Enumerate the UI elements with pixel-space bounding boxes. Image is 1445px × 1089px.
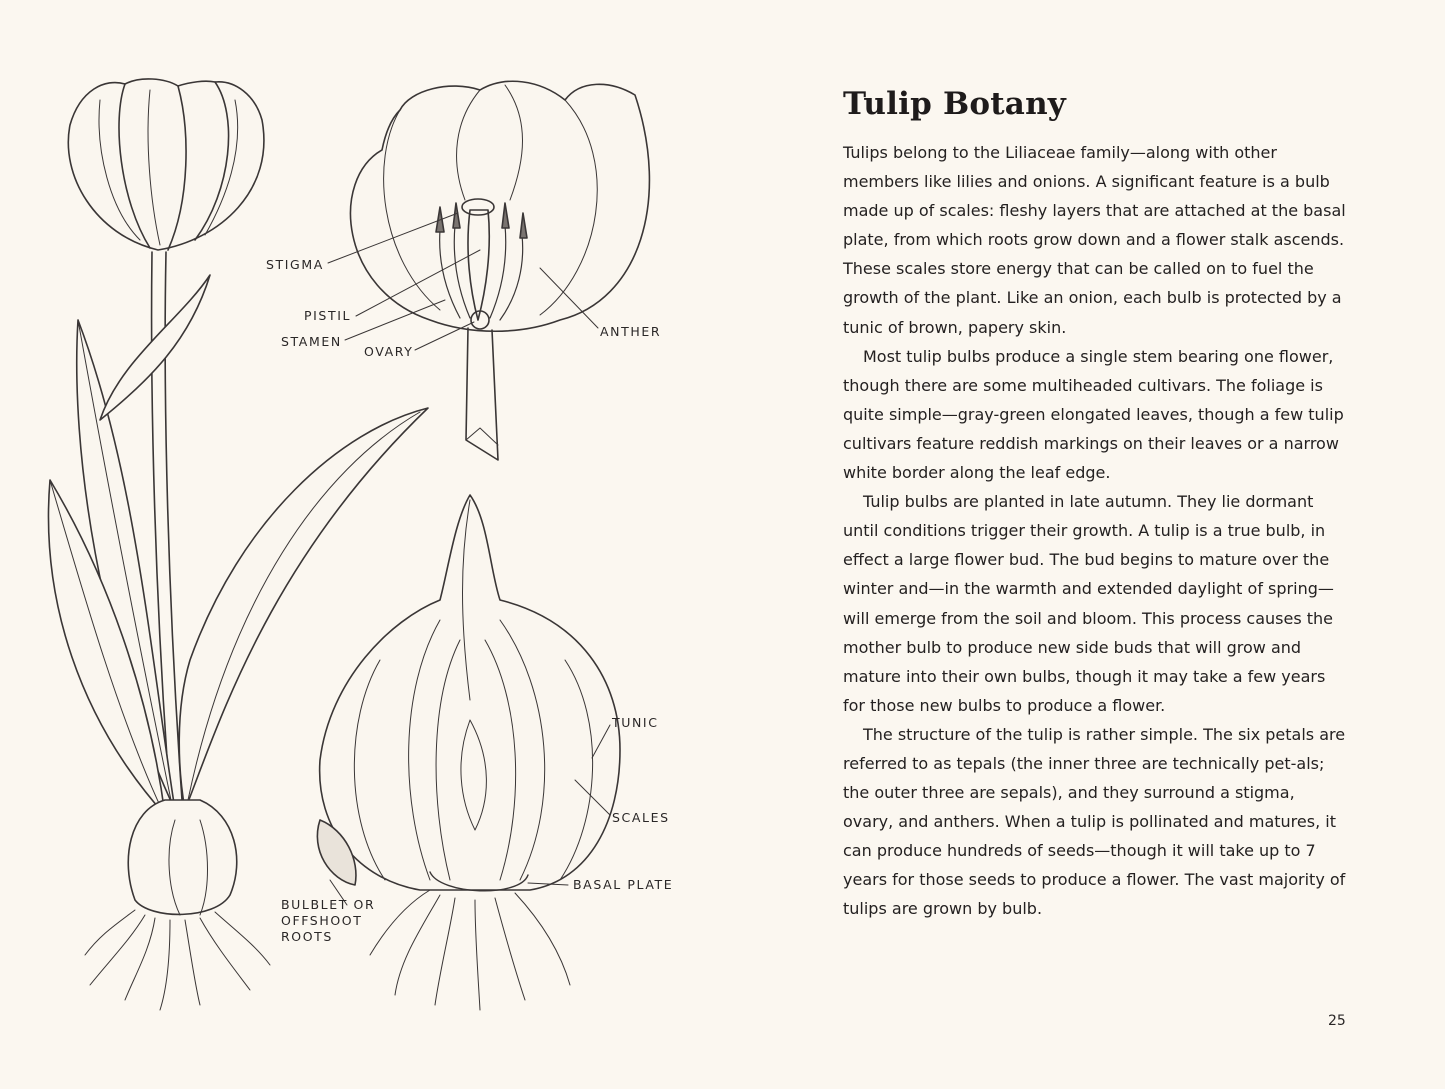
label-anther: ANTHER: [600, 324, 662, 339]
label-bulblet: [281, 897, 375, 945]
label-bulblet-line2: OFFSHOOT: [281, 913, 363, 928]
label-bulblet-line1: BULBLET OR: [281, 897, 376, 912]
page-number: 25: [1328, 1013, 1346, 1029]
page-title: Tulip Botany: [843, 86, 1067, 122]
label-ovary: OVARY: [364, 344, 414, 359]
paragraph-3: Tulip bulbs are planted in late autumn. They lie dormant until conditions trigger their growth. A tulip is a true bulb, in effect a large flower bud. The bud begins to mature over the winter and—in the warmth and extended daylight of spring—will emerge from the soil and bloom. This process causes the mother bulb to produce new side buds that will grow and mature into their own bulbs, though it may take a few years for those new bulbs to produce a flower.: [843, 492, 1334, 715]
paragraph-1: Tulips belong to the Liliaceae family—along with other members like lilies and onions. A significant feature is a bulb made up of scales: fleshy layers that are attached at the basal plate, from which roots grow down and a flower stalk ascends. These scales store energy that can be called on to fuel the growth of the plant. Like an onion, each bulb is protected by a tunic of brown, papery skin.: [843, 143, 1346, 337]
paragraph-2: Most tulip bulbs produce a single stem bearing one flower, though there are some multiheaded cultivars. The foliage is quite simple—gray-green elongated leaves, though a few tulip cultivars feature reddish markings on their leaves or a narrow white border along the leaf edge.: [843, 346, 1344, 483]
label-pistil: PISTIL: [304, 308, 352, 323]
label-stigma: STIGMA: [266, 257, 324, 272]
article-text-column: [843, 84, 1348, 924]
label-tunic: TUNIC: [612, 715, 659, 730]
label-bulblet-line3: ROOTS: [281, 929, 333, 944]
paragraph-4: The structure of the tulip is rather simple. The six petals are referred to as tepals (the inner three are technically pet-als; the outer three are sepals), and they surround a stigma, ovary, and anthers. When a tulip is pollinated and matures, it can produce hundreds of seeds—though it will take up to 7 years for those seeds to produce a flower. The vast majority of tulips are grown by bulb.: [843, 724, 1346, 919]
label-scales: SCALES: [612, 810, 670, 825]
label-basal-plate: BASAL PLATE: [573, 877, 674, 892]
flower-cross-section: [351, 81, 650, 460]
label-stamen: STAMEN: [281, 334, 342, 349]
